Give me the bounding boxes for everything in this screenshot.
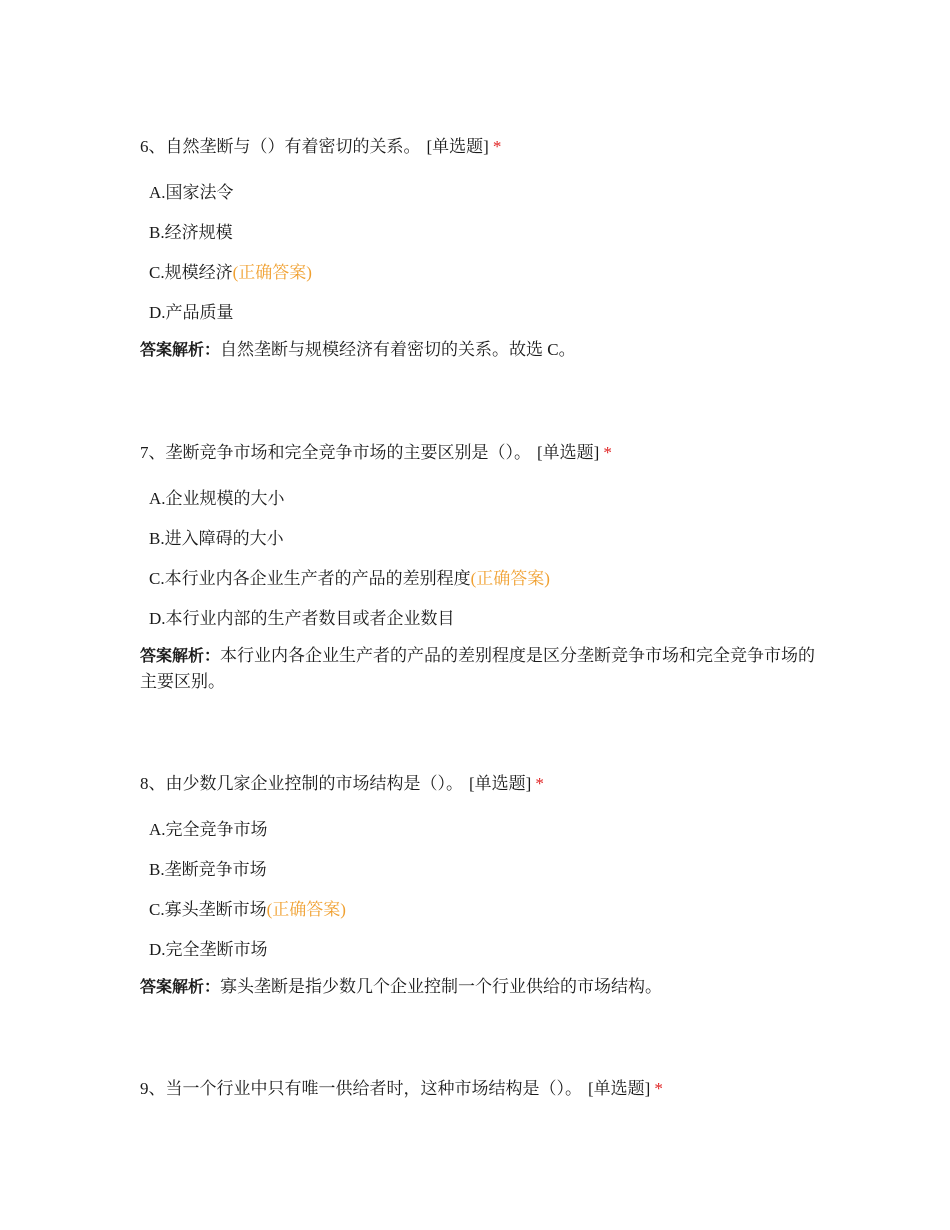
- required-mark: *: [492, 137, 502, 156]
- answer-analysis: [140, 643, 820, 695]
- option-a: A.完全竞争市场: [149, 820, 268, 839]
- answer-analysis: [140, 337, 820, 363]
- question-title: [140, 773, 820, 795]
- option-a: A.企业规模的大小: [149, 489, 285, 508]
- option-c: C.规模经济(正确答案): [149, 263, 312, 282]
- option-list: [140, 488, 820, 630]
- option-b: B.垄断竞争市场: [149, 860, 267, 879]
- required-mark: *: [654, 1079, 663, 1098]
- correct-answer-tag: (正确答案): [232, 263, 312, 282]
- option-b: B.经济规模: [149, 223, 233, 242]
- analysis-text: 自然垄断与规模经济有着密切的关系。故选 C。: [220, 340, 576, 359]
- answer-analysis: [140, 974, 820, 1000]
- option-d: D.产品质量: [149, 303, 234, 322]
- question-text: 7、垄断竞争市场和完全竞争市场的主要区别是（）。: [140, 443, 531, 462]
- question-type: [单选题]: [426, 137, 489, 156]
- question-8: [140, 773, 820, 1000]
- option-a: A.国家法令: [149, 183, 234, 202]
- question-title: [140, 136, 820, 158]
- question-7: [140, 442, 820, 695]
- question-type: [单选题]: [469, 774, 532, 793]
- option-list: [140, 182, 820, 324]
- question-title: [140, 1078, 820, 1100]
- option-c: C.寡头垄断市场(正确答案): [149, 900, 346, 919]
- option-d: D.完全垄断市场: [149, 940, 268, 959]
- option-b: B.进入障碍的大小: [149, 529, 284, 548]
- question-text: 9、当一个行业中只有唯一供给者时，这种市场结构是（）。: [140, 1079, 582, 1098]
- analysis-label: 答案解析：: [140, 977, 221, 996]
- question-type: [单选题]: [537, 443, 600, 462]
- question-6: [140, 136, 820, 363]
- analysis-text: 寡头垄断是指少数几个企业控制一个行业供给的市场结构。: [220, 977, 663, 996]
- option-list: [140, 819, 820, 961]
- question-type: [单选题]: [588, 1079, 651, 1098]
- correct-answer-tag: (正确答案): [470, 569, 550, 588]
- analysis-label: 答案解析：: [140, 340, 221, 359]
- required-mark: *: [603, 443, 612, 462]
- question-text: 8、由少数几家企业控制的市场结构是（）。: [140, 774, 463, 793]
- correct-answer-tag: (正确答案): [266, 900, 346, 919]
- question-9: [140, 1078, 820, 1100]
- question-title: [140, 442, 820, 464]
- required-mark: *: [535, 774, 544, 793]
- option-d: D.本行业内部的生产者数目或者企业数目: [149, 609, 455, 628]
- analysis-label: 答案解析：: [140, 646, 221, 665]
- option-c: C.本行业内各企业生产者的产品的差别程度(正确答案): [149, 569, 550, 588]
- question-text: 6、自然垄断与（）有着密切的关系。: [140, 137, 421, 156]
- analysis-text: 本行业内各企业生产者的产品的差别程度是区分垄断竞争市场和完全竞争市场的主要区别。: [140, 646, 816, 691]
